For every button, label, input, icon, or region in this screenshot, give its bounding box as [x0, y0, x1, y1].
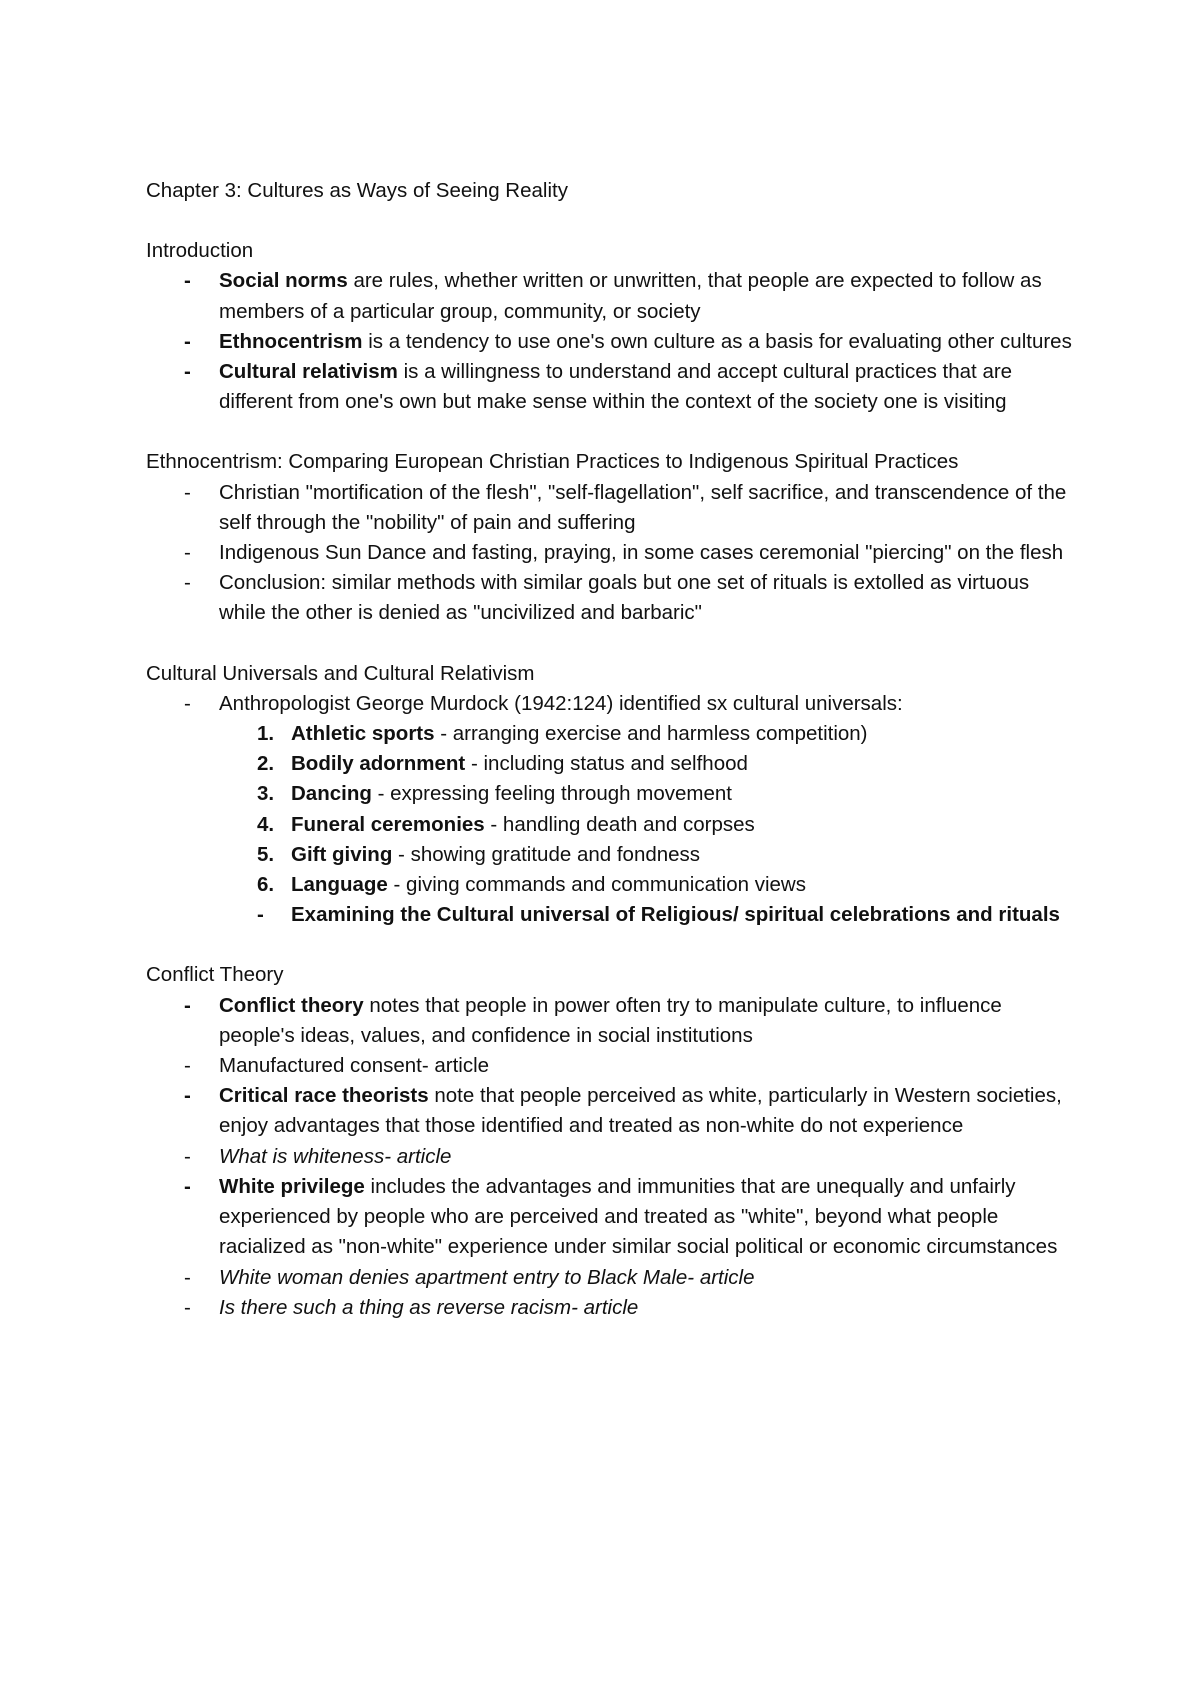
term: Gift giving	[291, 842, 393, 866]
document-body	[146, 176, 1076, 1323]
number-marker: -	[257, 903, 264, 927]
item-text: Indigenous Sun Dance and fasting, praying, in some cases ceremonial "piercing" on the flesh	[219, 541, 1064, 565]
spacer	[146, 206, 1076, 236]
number-marker: 3.	[257, 782, 275, 806]
list-item	[146, 1263, 1076, 1293]
chapter-title: Chapter 3: Cultures as Ways of Seeing Reality	[146, 179, 568, 202]
spacer	[146, 417, 1076, 447]
item-text: Anthropologist George Murdock (1942:124) identified sx cultural universals:	[219, 691, 903, 715]
bullet-marker: -	[184, 993, 191, 1017]
item-text: Christian "mortification of the flesh", "self-flagellation", self sacrifice, and transcendence of the self through the "nobility" of pain and suffering	[219, 480, 1067, 534]
section-heading-universals: Cultural Universals and Cultural Relativism	[146, 661, 535, 685]
number-marker: 2.	[257, 752, 275, 776]
description: - arranging exercise and harmless competition)	[434, 722, 868, 746]
list-item	[146, 1293, 1076, 1323]
list-item	[146, 991, 1076, 1051]
description: - showing gratitude and fondness	[392, 842, 701, 866]
introduction-list	[146, 266, 1076, 417]
numbered-item	[146, 870, 1076, 900]
numbered-item	[146, 900, 1076, 930]
term: Examining the Cultural universal of Religious/ spiritual celebrations and rituals	[291, 903, 1060, 927]
spacer	[146, 629, 1076, 659]
term: Dancing	[291, 782, 372, 806]
universals-numbered-list	[146, 719, 1076, 930]
description: - expressing feeling through movement	[371, 782, 732, 806]
term: Conflict theory	[219, 993, 364, 1017]
numbered-item	[146, 810, 1076, 840]
definition: is a willingness to understand and accept cultural practices that are different from one's own but make sense within the context of the society one is visiting	[219, 360, 1013, 414]
numbered-item	[146, 749, 1076, 779]
definition: includes the advantages and immunities that are unequally and unfairly experienced by people who are perceived and treated as "white", beyond what people racialized as "non-white" experience under similar social political or economic circumstances	[219, 1174, 1058, 1259]
ethnocentrism-list	[146, 478, 1076, 629]
list-item	[146, 1172, 1076, 1263]
bullet-marker: -	[184, 571, 191, 595]
bullet-marker: -	[184, 541, 191, 565]
section-heading-ethnocentrism: Ethnocentrism: Comparing European Christian Practices to Indigenous Spiritual Practices	[146, 450, 959, 474]
list-item	[146, 1081, 1076, 1141]
number-marker: 1.	[257, 722, 275, 746]
definition: is a tendency to use one's own culture as a basis for evaluating other cultures	[362, 329, 1072, 353]
bullet-marker: -	[184, 1174, 191, 1198]
term: Language	[291, 873, 388, 897]
list-item	[146, 327, 1076, 357]
term: Critical race theorists	[219, 1084, 429, 1108]
term: Social norms	[219, 269, 348, 293]
term: Ethnocentrism	[219, 329, 363, 353]
bullet-marker: -	[184, 1144, 191, 1168]
article-reference: Manufactured consent- article	[219, 1054, 490, 1078]
term: Bodily adornment	[291, 752, 466, 776]
definition: notes that people in power often try to manipulate culture, to influence people's ideas, values, and confidence in social institutions	[219, 993, 1002, 1047]
article-reference: Is there such a thing as reverse racism- article	[219, 1295, 639, 1319]
item-text: Conclusion: similar methods with similar goals but one set of rituals is extolled as virtuous while the other is denied as "uncivilized and barbaric"	[219, 571, 1030, 625]
list-item	[146, 1051, 1076, 1081]
number-marker: 4.	[257, 812, 275, 836]
list-item	[146, 266, 1076, 326]
term: Cultural relativism	[219, 360, 398, 384]
article-reference: What is whiteness- article	[219, 1144, 452, 1168]
list-item	[146, 1142, 1076, 1172]
bullet-marker: -	[184, 1054, 191, 1078]
bullet-marker: -	[184, 480, 191, 504]
term: Athletic sports	[291, 722, 435, 746]
list-item	[146, 538, 1076, 568]
bullet-marker: -	[184, 1084, 191, 1108]
bullet-marker: -	[184, 329, 191, 353]
term: Funeral ceremonies	[291, 812, 485, 836]
number-marker: 6.	[257, 873, 275, 897]
description: - including status and selfhood	[465, 752, 748, 776]
section-heading-conflict-theory: Conflict Theory	[146, 963, 284, 987]
conflict-theory-list	[146, 991, 1076, 1323]
description: - handling death and corpses	[484, 812, 755, 836]
definition: note that people perceived as white, particularly in Western societies, enjoy advantages that those identified and treated as non-white do not experience	[219, 1084, 1062, 1138]
spacer	[146, 930, 1076, 960]
numbered-item	[146, 719, 1076, 749]
term: White privilege	[219, 1174, 365, 1198]
bullet-marker: -	[184, 691, 191, 715]
bullet-marker: -	[184, 269, 191, 293]
numbered-item	[146, 779, 1076, 809]
bullet-marker: -	[184, 1295, 191, 1319]
article-reference: White woman denies apartment entry to Black Male- article	[219, 1265, 755, 1289]
section-heading-introduction: Introduction	[146, 239, 254, 263]
number-marker: 5.	[257, 842, 275, 866]
description: - giving commands and communication views	[387, 873, 806, 897]
definition: are rules, whether written or unwritten, that people are expected to follow as members of a particular group, community, or society	[219, 269, 1042, 323]
numbered-item	[146, 840, 1076, 870]
list-item	[146, 568, 1076, 628]
bullet-marker: -	[184, 360, 191, 384]
list-item	[146, 478, 1076, 538]
list-item	[146, 689, 1076, 719]
bullet-marker: -	[184, 1265, 191, 1289]
list-item	[146, 357, 1076, 417]
universals-list	[146, 689, 1076, 719]
